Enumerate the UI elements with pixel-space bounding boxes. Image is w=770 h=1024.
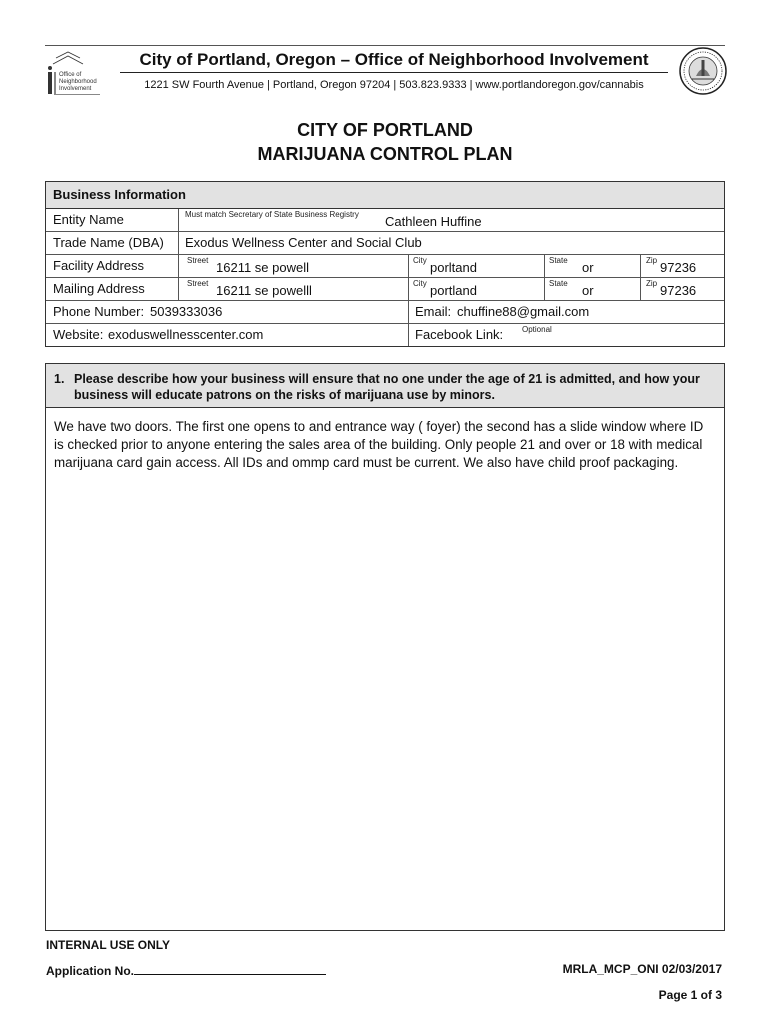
mailing-state-label: State <box>549 279 568 288</box>
oni-logo-text: Office of Neighborhood Involvement <box>59 72 97 92</box>
facebook-hint: Optional <box>522 325 552 334</box>
city-seal-icon <box>678 46 728 96</box>
doc-title-line1: CITY OF PORTLAND <box>297 120 473 140</box>
phone-email-row <box>46 301 724 324</box>
website-label: Website: <box>53 327 104 342</box>
trade-name-label: Trade Name (DBA) <box>53 235 164 250</box>
facility-zip-field[interactable]: 97236 <box>660 260 697 275</box>
facility-state-label: State <box>549 256 568 265</box>
header-rule <box>120 72 668 73</box>
form-code: MRLA_MCP_ONI 02/03/2017 <box>562 962 722 976</box>
header-address: 1221 SW Fourth Avenue | Portland, Oregon 97204 | 503.823.9333 | www.portlandoregon.gov/cannabis <box>144 79 644 91</box>
application-number-row <box>46 962 326 978</box>
mailing-city-label: City <box>413 279 427 288</box>
mailing-state-field[interactable]: or <box>582 283 594 298</box>
entity-name-row <box>46 209 724 232</box>
phone-field[interactable]: 5039333036 <box>150 304 223 319</box>
question-1-number: 1. <box>54 372 65 386</box>
question-1-prompt: Please describe how your business will ensure that no one under the age of 21 is admitted, and how your business will educate patrons on the risks of marijuana use by minors. <box>74 372 700 402</box>
facility-address-label: Facility Address <box>53 258 145 273</box>
website-facebook-row <box>46 324 724 346</box>
mailing-zip-field[interactable]: 97236 <box>660 283 697 298</box>
mailing-street-label: Street <box>187 279 209 288</box>
city-seal <box>678 46 728 96</box>
entity-name-label: Entity Name <box>53 212 124 227</box>
facility-city-label: City <box>413 256 427 265</box>
mailing-address-label: Mailing Address <box>53 281 145 296</box>
doc-title-line2: MARIJUANA CONTROL PLAN <box>257 144 513 164</box>
facebook-field[interactable] <box>522 327 718 345</box>
website-field[interactable]: exoduswellnesscenter.com <box>108 327 264 342</box>
facebook-label: Facebook Link: <box>415 327 504 342</box>
facility-street-label: Street <box>187 256 209 265</box>
mailing-zip-label: Zip <box>646 279 658 288</box>
phone-label: Phone Number: <box>53 304 145 319</box>
facility-state-field[interactable]: or <box>582 260 594 275</box>
page-number: Page 1 of 3 <box>658 988 722 1002</box>
oni-logo <box>42 50 102 100</box>
application-number-field[interactable] <box>134 962 326 975</box>
facility-zip-label: Zip <box>646 256 658 265</box>
question-1-box <box>45 363 725 931</box>
application-number-label: Application No. <box>46 964 134 978</box>
internal-use-label: INTERNAL USE ONLY <box>46 938 171 952</box>
header-top-rule <box>45 45 725 46</box>
mailing-city-field[interactable]: portland <box>430 283 477 298</box>
question-1-header <box>46 364 724 408</box>
email-field[interactable]: chuffine88@gmail.com <box>457 304 590 319</box>
question-1-answer-field[interactable]: We have two doors. The first one opens to and entrance way ( foyer) the second has a slide window where ID is checked prior to anyone entering the sales area of the building. Only people 21 and over or 18 with medical marijuana card gain access. All IDs and ommp card must be current. We also have child proof packaging. <box>54 419 704 470</box>
entity-name-hint: Must match Secretary of State Business Registry <box>185 210 359 219</box>
facility-city-field[interactable]: porltand <box>430 260 477 275</box>
header-title: City of Portland, Oregon – Office of Neighborhood Involvement <box>139 50 649 69</box>
email-label: Email: <box>415 304 452 319</box>
facility-address-row <box>46 255 724 278</box>
mailing-street-field[interactable]: 16211 se powelll <box>216 283 312 298</box>
entity-name-field[interactable]: Cathleen Huffine <box>385 214 482 229</box>
trade-name-row <box>46 232 724 255</box>
business-info-heading: Business Information <box>46 182 724 209</box>
facility-street-field[interactable]: 16211 se powell <box>216 260 309 275</box>
trade-name-field[interactable]: Exodus Wellness Center and Social Club <box>185 235 422 250</box>
business-info-table <box>45 181 725 347</box>
mailing-address-row <box>46 278 724 301</box>
